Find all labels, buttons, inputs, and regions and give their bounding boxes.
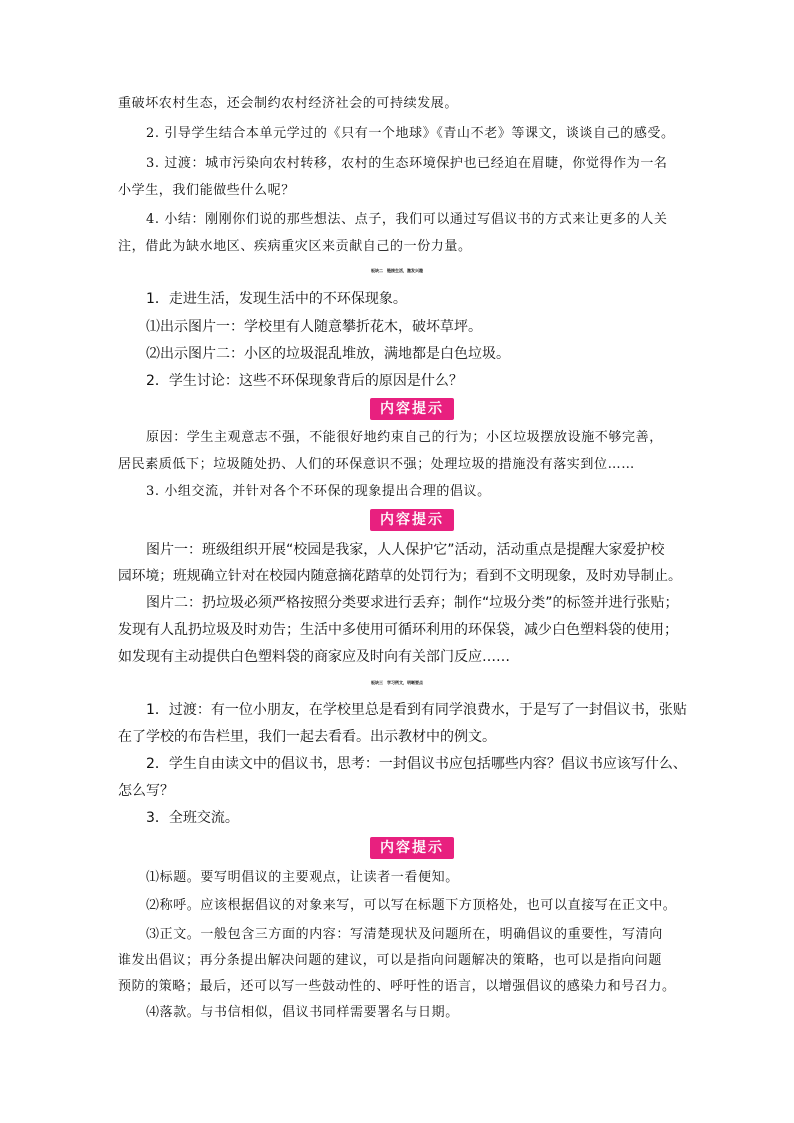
badge-label: 内容提示	[380, 401, 444, 417]
hint-line: 图片二：扔垃圾必须严格按照分类要求进行丢弃；制作“垃圾分类”的标签并进行张贴；	[146, 595, 679, 611]
hint-line: 谁发出倡议；再分条提出解决问题的建议，可以是指向问题解决的策略，也可以是指向问题	[118, 953, 663, 968]
paragraph: ⑴出示图片一：学校里有人随意攀折花木，破坏草坪。	[146, 319, 482, 335]
intro-line: 重破坏农村生态，还会制约农村经济社会的可持续发展。	[118, 96, 459, 111]
intro-line: 4. 小结：刚刚你们说的那些想法、点子，我们可以通过写倡议书的方式来让更多的人关	[146, 212, 668, 227]
hint-line: 居民素质低下；垃圾随处扔、人们的环保意识不强；处理垃圾的措施没有落实到位……	[118, 457, 635, 472]
hint-line: ⑷落款。与书信相似，倡议书同样需要署名与日期。	[146, 1005, 459, 1020]
hint-line: 原因：学生主观意志不强，不能很好地约束自己的行为；小区垃圾摆放设施不够完善，	[146, 430, 663, 445]
badge-label: 内容提示	[380, 840, 444, 856]
paragraph: 怎么写？	[118, 783, 174, 799]
paragraph: ⑵出示图片二：小区的垃圾混乱堆放，满地都是白色垃圾。	[146, 346, 510, 362]
content-hint-badge	[370, 509, 454, 531]
hint-line: ⑴标题。要写明倡议的主要观点，让读者一看便知。	[146, 870, 459, 885]
intro-line: 小学生，我们能做些什么呢？	[118, 183, 295, 198]
hint-line: ⑵称呼。应该根据倡议的对象来写，可以写在标题下方顶格处，也可以直接写在正文中。	[146, 898, 677, 913]
paragraph: 1．走进生活，发现生活中的不环保现象。	[146, 291, 407, 307]
hint-line: 如发现有主动提供白色塑料袋的商家应及时向有关部门反应……	[118, 649, 510, 665]
paragraph: 1．过渡：有一位小朋友，在学校里总是看到有同学浪费水，于是写了一封倡议书，张贴	[146, 702, 687, 718]
hint-line: 发现有人乱扔垃圾及时劝告；生活中多使用可循环利用的环保袋，减少白色塑料袋的使用；	[118, 622, 678, 638]
content-hint-badge	[370, 398, 454, 420]
hint-line: ⑶正文。一般包含三方面的内容：写清楚现状及问题所在，明确倡议的重要性，写清向	[146, 927, 663, 942]
paragraph: 在了学校的布告栏里，我们一起去看看。出示教材中的例文。	[118, 729, 496, 745]
intro-line: 2. 引导学生结合本单元学过的《只有一个地球》《青山不老》等课文，谈谈自己的感受。	[146, 126, 675, 141]
badge-label: 内容提示	[380, 512, 444, 528]
intro-line: 注，借此为缺水地区、疾病重灾区来贡献自己的一份力量。	[118, 239, 472, 254]
hint-line: 预防的策略；最后，还可以写一些鼓动性的、呼吁性的语言，以增强倡议的感染力和号召力。	[118, 979, 676, 994]
hint-line: 园环境；班规确立针对在校园内随意摘花踏草的处罚行为；看到不文明现象，及时劝导制止。	[118, 568, 682, 584]
intro-line: 3. 过渡：城市污染向农村转移，农村的生态环境保护也已经迫在眉睫，你觉得作为一名	[146, 156, 668, 171]
paragraph: 3．全班交流。	[146, 810, 239, 826]
section-title: 板块二 链接生活，激发兴趣	[371, 268, 423, 273]
paragraph: 3. 小组交流，并针对各个不环保的现象提出合理的倡议。	[146, 484, 491, 499]
hint-line: 图片一：班级组织开展“校园是我家，人人保护它”活动，活动重点是提醒大家爱护校	[146, 542, 665, 558]
section-title: 板块三 学习例文，明晰要点	[371, 680, 423, 685]
paragraph: 2．学生讨论：这些不环保现象背后的原因是什么？	[146, 373, 463, 389]
content-hint-badge	[370, 837, 454, 859]
paragraph: 2．学生自由读文中的倡议书，思考：一封倡议书应包括哪些内容？倡议书应该写什么、	[146, 756, 687, 772]
